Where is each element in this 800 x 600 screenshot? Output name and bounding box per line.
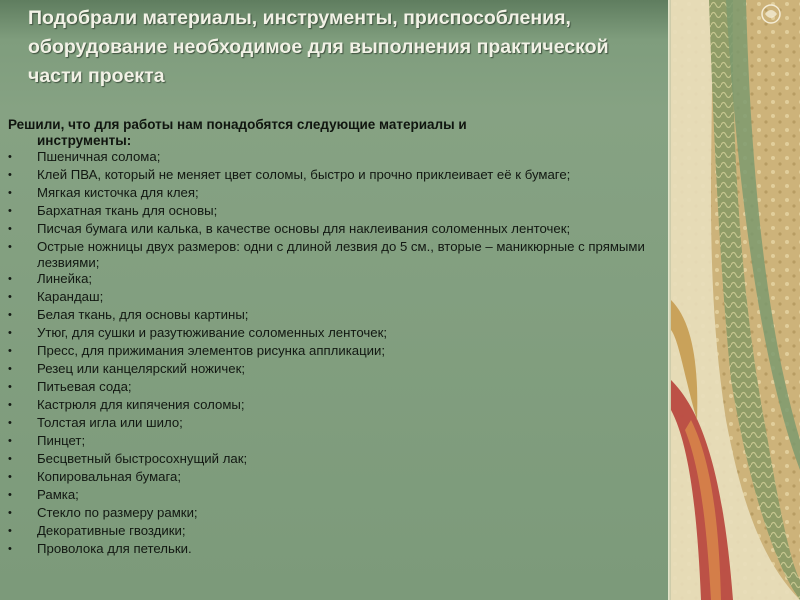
bullet-icon: •	[8, 381, 12, 393]
bullet-icon: •	[8, 241, 12, 253]
materials-list	[8, 149, 690, 559]
list-item-text: Линейка;	[37, 271, 93, 286]
list-item	[8, 379, 690, 397]
list-item	[8, 361, 690, 379]
list-item-text: Стекло по размеру рамки;	[37, 505, 198, 520]
list-item	[8, 505, 690, 523]
list-item	[8, 523, 690, 541]
bullet-icon: •	[8, 399, 12, 411]
bullet-icon: •	[8, 435, 12, 447]
bullet-icon: •	[8, 223, 12, 235]
list-item-text: Проволока для петельки.	[37, 541, 192, 556]
bullet-icon: •	[8, 417, 12, 429]
list-item-text: Копировальная бумага;	[37, 469, 181, 484]
list-item	[8, 343, 690, 361]
list-item	[8, 487, 690, 505]
list-item-text: Питьевая сода;	[37, 379, 132, 394]
bullet-icon: •	[8, 543, 12, 555]
list-item	[8, 167, 690, 185]
list-item	[8, 271, 690, 289]
bullet-icon: •	[8, 151, 12, 163]
list-item-text: Мягкая кисточка для клея;	[37, 185, 199, 200]
list-item-text: Кастрюля для кипячения соломы;	[37, 397, 245, 412]
intro-line-2: инструменты:	[37, 133, 132, 148]
bullet-icon: •	[8, 309, 12, 321]
list-item-text: Пресс, для прижимания элементов рисунка аппликации;	[37, 343, 386, 358]
list-item	[8, 149, 690, 167]
slide-title: Подобрали материалы, инструменты, приспособления, оборудование необходимое для выполнения практической части проекта	[28, 7, 609, 87]
list-item	[8, 203, 690, 221]
list-item-text: Писчая бумага или калька, в качестве основы для наклеивания соломенных ленточек;	[37, 221, 571, 236]
list-item	[8, 325, 690, 343]
bullet-icon: •	[8, 273, 12, 285]
bullet-icon: •	[8, 363, 12, 375]
bullet-icon: •	[8, 187, 12, 199]
bullet-icon: •	[8, 489, 12, 501]
list-item	[8, 433, 690, 451]
list-item	[8, 185, 690, 203]
list-item-text: Рамка;	[37, 487, 79, 502]
slide-content	[8, 117, 690, 559]
list-item-text: Бесцветный быстросохнущий лак;	[37, 451, 248, 466]
list-item-text: Бархатная ткань для основы;	[37, 203, 218, 218]
bullet-icon: •	[8, 525, 12, 537]
list-item	[8, 397, 690, 415]
list-item-text: Утюг, для сушки и разутюживание соломенных ленточек;	[37, 325, 388, 340]
intro-line-1: Решили, что для работы нам понадобятся следующие материалы и	[8, 117, 467, 132]
bullet-icon: •	[8, 291, 12, 303]
list-item	[8, 221, 690, 239]
list-item	[8, 451, 690, 469]
list-item	[8, 415, 690, 433]
list-item-text: Белая ткань, для основы картины;	[37, 307, 249, 322]
list-item-text: Карандаш;	[37, 289, 104, 304]
list-item-text: Клей ПВА, который не меняет цвет соломы, быстро и прочно приклеивает её к бумаге;	[37, 167, 571, 182]
bullet-icon: •	[8, 453, 12, 465]
decorative-border	[671, 0, 800, 600]
intro-text	[8, 117, 690, 149]
bullet-icon: •	[8, 345, 12, 357]
list-item-text: Острые ножницы двух размеров: одни с длиной лезвия до 5 см., вторые – маникюрные с прямыми лезвиями;	[37, 239, 645, 270]
bullet-icon: •	[8, 507, 12, 519]
bullet-icon: •	[8, 327, 12, 339]
bullet-icon: •	[8, 205, 12, 217]
list-item	[8, 307, 690, 325]
list-item-text: Пшеничная солома;	[37, 149, 161, 164]
list-item	[8, 541, 690, 559]
bullet-icon: •	[8, 471, 12, 483]
list-item-text: Декоративные гвоздики;	[37, 523, 186, 538]
list-item-text: Пинцет;	[37, 433, 86, 448]
list-item	[8, 469, 690, 487]
bullet-icon: •	[8, 169, 12, 181]
list-item	[8, 289, 690, 307]
list-item-text: Толстая игла или шило;	[37, 415, 183, 430]
list-item	[8, 239, 690, 271]
list-item-text: Резец или канцелярский ножичек;	[37, 361, 246, 376]
